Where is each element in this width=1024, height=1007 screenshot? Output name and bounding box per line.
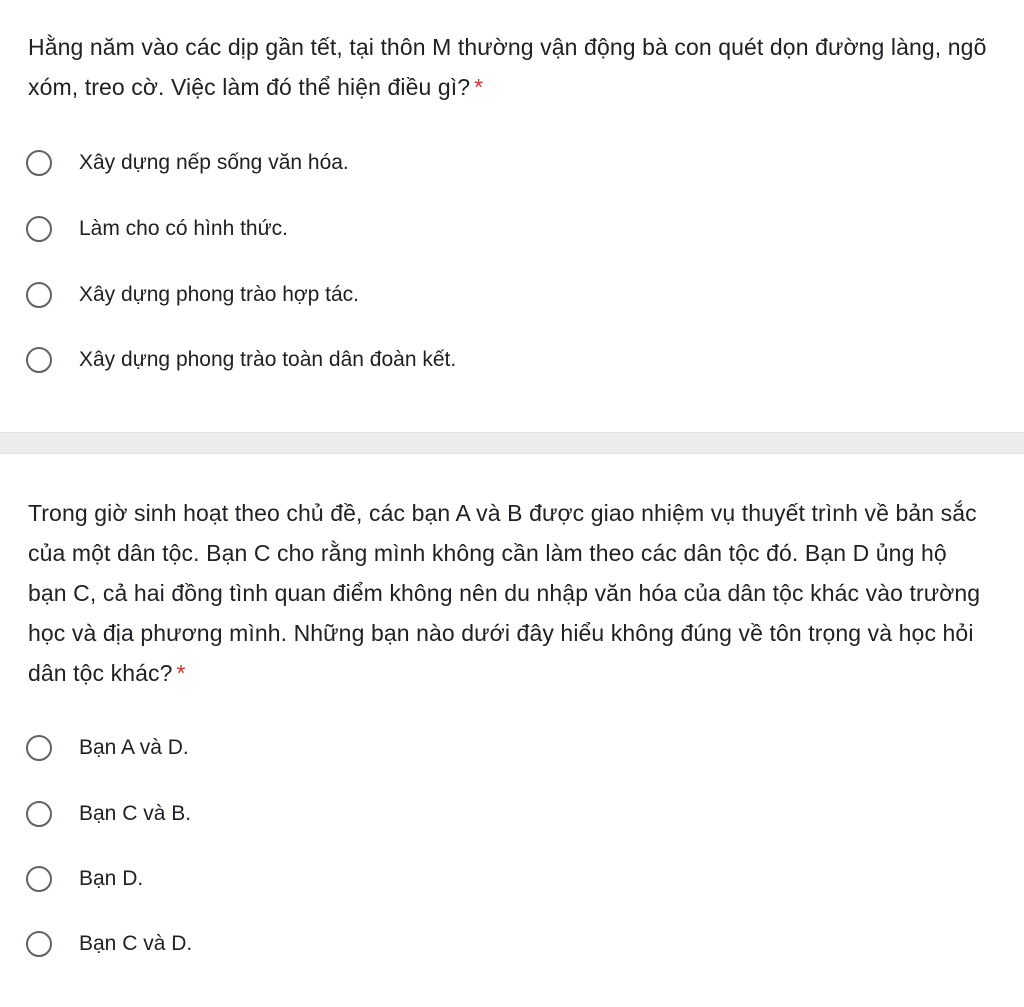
question-text-1: Hằng năm vào các dịp gần tết, tại thôn M thường vận động bà con quét dọn đường làng, ngõ xóm, treo cờ. Việc làm đó thể hiện điều gì? — [28, 34, 987, 100]
q1-option-2[interactable] — [26, 212, 288, 246]
radio-button-icon[interactable] — [26, 282, 52, 308]
q1-option-4[interactable] — [26, 343, 456, 377]
radio-button-icon[interactable] — [26, 735, 52, 761]
card-divider — [0, 432, 1024, 454]
question-title-2 — [28, 493, 988, 693]
radio-button-icon[interactable] — [26, 150, 52, 176]
q2-option-3[interactable] — [26, 862, 143, 896]
q2-option-4[interactable] — [26, 927, 192, 961]
q1-option-2-label: Làm cho có hình thức. — [79, 217, 289, 240]
q1-option-3-label: Xây dựng phong trào hợp tác. — [79, 283, 360, 306]
q2-option-1[interactable] — [26, 731, 189, 765]
q2-option-2[interactable] — [26, 797, 191, 831]
radio-button-icon[interactable] — [26, 347, 52, 373]
q2-option-2-label: Bạn C và B. — [79, 802, 192, 825]
radio-button-icon[interactable] — [26, 866, 52, 892]
q1-option-1[interactable] — [26, 146, 349, 180]
q2-option-3-label: Bạn D. — [79, 867, 144, 890]
question-title-1 — [28, 27, 988, 107]
q1-option-4-label: Xây dựng phong trào toàn dân đoàn kết. — [79, 348, 457, 371]
q2-option-1-label: Bạn A và D. — [79, 736, 189, 759]
question-text-2: Trong giờ sinh hoạt theo chủ đề, các bạn A và B được giao nhiệm vụ thuyết trình về bản sắc của một dân tộc. Bạn C cho rằng mình không cần làm theo các dân tộc đó. Bạn D ủng hộ bạn C, cả hai đồng tình quan điểm không nên du nhập văn hóa của dân tộc khác vào trường học và địa phương mình. Những bạn nào dưới đây hiểu không đúng về tôn trọng và học hỏi dân tộc khác? — [28, 500, 981, 686]
q1-option-3[interactable] — [26, 278, 359, 312]
required-asterisk-2: * — [176, 660, 186, 686]
required-asterisk-1: * — [474, 74, 484, 100]
radio-button-icon[interactable] — [26, 216, 52, 242]
q1-option-1-label: Xây dựng nếp sống văn hóa. — [79, 151, 349, 174]
radio-button-icon[interactable] — [26, 801, 52, 827]
radio-button-icon[interactable] — [26, 931, 52, 957]
q2-option-4-label: Bạn C và D. — [79, 932, 193, 955]
